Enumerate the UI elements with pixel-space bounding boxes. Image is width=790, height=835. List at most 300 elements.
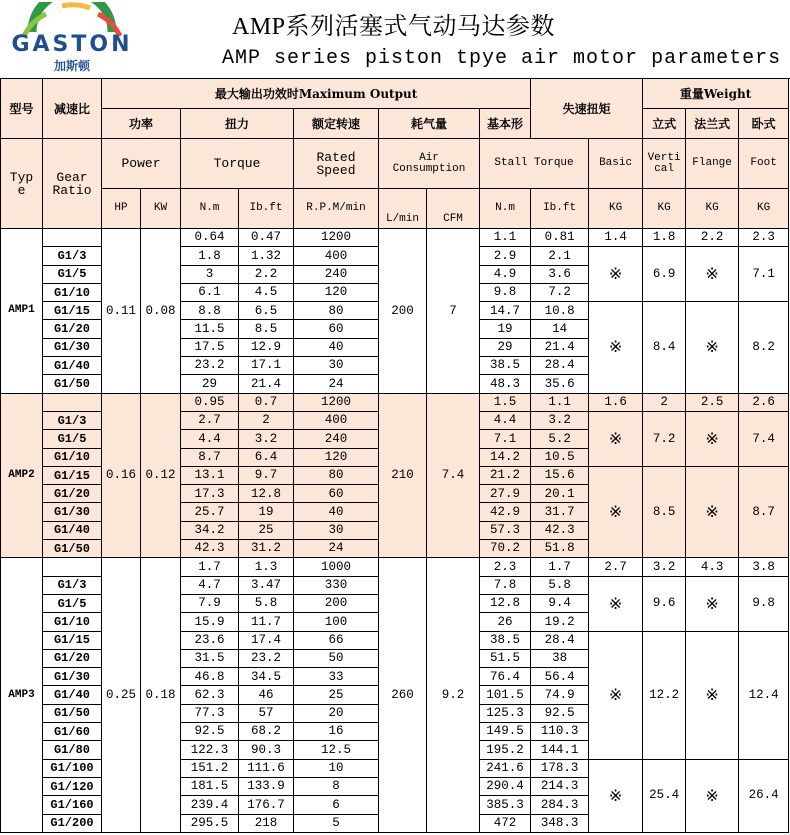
gear-ratio: G1/10	[43, 283, 102, 301]
rated-speed: 25	[294, 686, 379, 704]
gear-ratio: G1/160	[43, 796, 102, 814]
weight-vertical: 25.4	[643, 759, 686, 832]
col-power-en: Power	[102, 139, 181, 189]
gear-ratio: G1/50	[43, 704, 102, 722]
logo-text: GASTON	[11, 32, 133, 57]
torque-nm: 34.2	[181, 521, 239, 539]
col-air-en: Air Consumption	[379, 139, 480, 189]
weight-flange: ※	[686, 631, 739, 759]
weight-flange: ※	[686, 247, 739, 302]
rated-speed: 240	[294, 265, 379, 283]
stall-torque-nm: 48.3	[480, 375, 531, 393]
logo-cn-text: 加斯顿	[53, 59, 91, 73]
gear-ratio	[43, 558, 102, 576]
torque-nm: 13.1	[181, 466, 239, 484]
torque-nm: 92.5	[181, 723, 239, 741]
unit-foot-kg: KG	[739, 189, 789, 229]
rated-speed: 80	[294, 302, 379, 320]
weight-vertical: 8.5	[643, 466, 686, 557]
torque-nm: 4.7	[181, 576, 239, 594]
gear-ratio: G1/10	[43, 448, 102, 466]
stall-torque-lbft: 14	[531, 320, 589, 338]
torque-nm: 3	[181, 265, 239, 283]
weight-vertical: 2	[643, 393, 686, 411]
torque-lbft: 90.3	[239, 741, 294, 759]
unit-kw: KW	[141, 189, 181, 229]
gear-ratio: G1/50	[43, 540, 102, 558]
stall-torque-nm: 4.4	[480, 411, 531, 429]
torque-lbft: 25	[239, 521, 294, 539]
stall-torque-lbft: 51.8	[531, 540, 589, 558]
stall-torque-nm: 290.4	[480, 777, 531, 795]
stall-torque-lbft: 110.3	[531, 723, 589, 741]
weight-vertical: 12.2	[643, 631, 686, 759]
col-type-en: Typ e	[1, 139, 43, 229]
stall-torque-nm: 21.2	[480, 466, 531, 484]
air-cfm: 7	[427, 229, 480, 394]
col-ratio-cn: 减速比	[43, 79, 102, 139]
torque-lbft: 21.4	[239, 375, 294, 393]
torque-lbft: 17.4	[239, 631, 294, 649]
stall-torque-lbft: 3.2	[531, 411, 589, 429]
torque-lbft: 31.2	[239, 540, 294, 558]
torque-lbft: 2	[239, 411, 294, 429]
weight-flange: ※	[686, 302, 739, 393]
rated-speed: 20	[294, 704, 379, 722]
unit-stall-nm: N.m	[480, 189, 531, 229]
weight-basic: ※	[589, 302, 643, 393]
weight-basic: 1.6	[589, 393, 643, 411]
stall-torque-nm: 76.4	[480, 668, 531, 686]
rated-speed: 40	[294, 503, 379, 521]
weight-basic: ※	[589, 247, 643, 302]
weight-foot: 7.1	[739, 247, 789, 302]
page-title-en: AMP series piston tpye air motor parameters	[222, 47, 782, 70]
torque-nm: 25.7	[181, 503, 239, 521]
col-torque-cn: 扭力	[181, 109, 294, 139]
gear-ratio: G1/10	[43, 613, 102, 631]
col-stall-cn: 失速扭矩	[531, 79, 643, 139]
col-foot-en: Foot	[739, 139, 789, 189]
torque-lbft: 1.32	[239, 247, 294, 265]
rated-speed: 1200	[294, 393, 379, 411]
unit-stall-lbft: Ib.ft	[531, 189, 589, 229]
torque-lbft: 3.2	[239, 430, 294, 448]
stall-torque-nm: 101.5	[480, 686, 531, 704]
air-cfm: 9.2	[427, 558, 480, 832]
rated-speed: 400	[294, 247, 379, 265]
model-name: AMP1	[1, 229, 43, 394]
torque-lbft: 218	[239, 814, 294, 832]
torque-nm: 62.3	[181, 686, 239, 704]
weight-foot: 8.7	[739, 466, 789, 557]
rated-speed: 33	[294, 668, 379, 686]
rated-speed: 6	[294, 796, 379, 814]
torque-lbft: 11.7	[239, 613, 294, 631]
air-cfm: 7.4	[427, 393, 480, 558]
col-power-cn: 功率	[102, 109, 181, 139]
rated-speed: 50	[294, 649, 379, 667]
unit-lmin: L/min	[379, 189, 427, 229]
stall-torque-nm: 241.6	[480, 759, 531, 777]
gear-ratio: G1/30	[43, 668, 102, 686]
unit-nm: N.m	[181, 189, 239, 229]
stall-torque-lbft: 348.3	[531, 814, 589, 832]
torque-nm: 15.9	[181, 613, 239, 631]
stall-torque-lbft: 284.3	[531, 796, 589, 814]
torque-lbft: 68.2	[239, 723, 294, 741]
rated-speed: 30	[294, 357, 379, 375]
weight-foot: 9.8	[739, 576, 789, 631]
stall-torque-lbft: 1.1	[531, 393, 589, 411]
rated-speed: 10	[294, 759, 379, 777]
stall-torque-lbft: 38	[531, 649, 589, 667]
unit-hp: HP	[102, 189, 141, 229]
weight-foot: 2.3	[739, 229, 789, 247]
torque-nm: 77.3	[181, 704, 239, 722]
torque-lbft: 8.5	[239, 320, 294, 338]
stall-torque-nm: 472	[480, 814, 531, 832]
torque-nm: 1.7	[181, 558, 239, 576]
gear-ratio: G1/20	[43, 649, 102, 667]
weight-basic: ※	[589, 576, 643, 631]
stall-torque-lbft: 5.8	[531, 576, 589, 594]
weight-basic: ※	[589, 411, 643, 466]
torque-nm: 11.5	[181, 320, 239, 338]
torque-lbft: 34.5	[239, 668, 294, 686]
gear-ratio	[43, 229, 102, 247]
gear-ratio: G1/30	[43, 338, 102, 356]
stall-torque-nm: 26	[480, 613, 531, 631]
stall-torque-lbft: 2.1	[531, 247, 589, 265]
torque-nm: 42.3	[181, 540, 239, 558]
col-air-cn: 耗气量	[379, 109, 480, 139]
stall-torque-nm: 9.8	[480, 283, 531, 301]
col-max-output: 最大输出功效时Maximum Output	[102, 79, 531, 109]
stall-torque-nm: 57.3	[480, 521, 531, 539]
torque-nm: 7.9	[181, 594, 239, 612]
stall-torque-lbft: 92.5	[531, 704, 589, 722]
stall-torque-nm: 7.8	[480, 576, 531, 594]
torque-nm: 6.1	[181, 283, 239, 301]
stall-torque-lbft: 178.3	[531, 759, 589, 777]
weight-vertical: 9.6	[643, 576, 686, 631]
torque-lbft: 2.2	[239, 265, 294, 283]
torque-lbft: 19	[239, 503, 294, 521]
weight-vertical: 1.8	[643, 229, 686, 247]
power-kw: 0.12	[141, 393, 181, 558]
gear-ratio: G1/20	[43, 485, 102, 503]
torque-lbft: 57	[239, 704, 294, 722]
gear-ratio: G1/3	[43, 411, 102, 429]
stall-torque-nm: 42.9	[480, 503, 531, 521]
stall-torque-lbft: 1.7	[531, 558, 589, 576]
col-weight: 重量Weight	[643, 79, 789, 109]
weight-flange: 4.3	[686, 558, 739, 576]
torque-nm: 151.2	[181, 759, 239, 777]
table-header	[1, 79, 789, 229]
torque-nm: 0.64	[181, 229, 239, 247]
table-row	[1, 558, 789, 576]
torque-lbft: 46	[239, 686, 294, 704]
rated-speed: 120	[294, 283, 379, 301]
col-speed-en: Rated Speed	[294, 139, 379, 189]
weight-foot: 7.4	[739, 411, 789, 466]
col-vertical-cn: 立式	[643, 109, 686, 139]
rated-speed: 400	[294, 411, 379, 429]
stall-torque-nm: 149.5	[480, 723, 531, 741]
stall-torque-nm: 70.2	[480, 540, 531, 558]
gear-ratio: G1/20	[43, 320, 102, 338]
stall-torque-lbft: 19.2	[531, 613, 589, 631]
model-name: AMP2	[1, 393, 43, 558]
weight-foot: 3.8	[739, 558, 789, 576]
rated-speed: 16	[294, 723, 379, 741]
torque-nm: 8.8	[181, 302, 239, 320]
rated-speed: 66	[294, 631, 379, 649]
col-torque-en: Torque	[181, 139, 294, 189]
stall-torque-lbft: 28.4	[531, 631, 589, 649]
power-hp: 0.25	[102, 558, 141, 832]
stall-torque-nm: 2.9	[480, 247, 531, 265]
stall-torque-lbft: 144.1	[531, 741, 589, 759]
col-vertical-en: Verti cal	[643, 139, 686, 189]
gear-ratio: G1/15	[43, 466, 102, 484]
gear-ratio	[43, 393, 102, 411]
weight-foot: 12.4	[739, 631, 789, 759]
col-gear-en: Gear Ratio	[43, 139, 102, 229]
torque-nm: 8.7	[181, 448, 239, 466]
gear-ratio: G1/60	[43, 723, 102, 741]
stall-torque-lbft: 20.1	[531, 485, 589, 503]
power-hp: 0.16	[102, 393, 141, 558]
power-hp: 0.11	[102, 229, 141, 394]
stall-torque-nm: 125.3	[480, 704, 531, 722]
gear-ratio: G1/40	[43, 686, 102, 704]
torque-lbft: 3.47	[239, 576, 294, 594]
torque-nm: 46.8	[181, 668, 239, 686]
weight-vertical: 6.9	[643, 247, 686, 302]
gear-ratio: G1/100	[43, 759, 102, 777]
weight-vertical: 8.4	[643, 302, 686, 393]
gear-ratio: G1/3	[43, 247, 102, 265]
gear-ratio: G1/3	[43, 576, 102, 594]
stall-torque-lbft: 3.6	[531, 265, 589, 283]
torque-nm: 23.6	[181, 631, 239, 649]
torque-lbft: 0.47	[239, 229, 294, 247]
torque-nm: 23.2	[181, 357, 239, 375]
torque-nm: 1.8	[181, 247, 239, 265]
rated-speed: 1000	[294, 558, 379, 576]
torque-nm: 4.4	[181, 430, 239, 448]
stall-torque-nm: 1.5	[480, 393, 531, 411]
stall-torque-nm: 51.5	[480, 649, 531, 667]
rated-speed: 80	[294, 466, 379, 484]
power-kw: 0.08	[141, 229, 181, 394]
weight-basic: ※	[589, 759, 643, 832]
stall-torque-lbft: 35.6	[531, 375, 589, 393]
gear-ratio: G1/5	[43, 430, 102, 448]
gear-ratio: G1/15	[43, 631, 102, 649]
weight-foot: 2.6	[739, 393, 789, 411]
rated-speed: 60	[294, 485, 379, 503]
rated-speed: 330	[294, 576, 379, 594]
torque-lbft: 176.7	[239, 796, 294, 814]
weight-flange: ※	[686, 576, 739, 631]
gear-ratio: G1/15	[43, 302, 102, 320]
stall-torque-lbft: 7.2	[531, 283, 589, 301]
stall-torque-lbft: 74.9	[531, 686, 589, 704]
rated-speed: 12.5	[294, 741, 379, 759]
torque-lbft: 111.6	[239, 759, 294, 777]
stall-torque-lbft: 10.5	[531, 448, 589, 466]
unit-cfm: CFM	[427, 189, 480, 229]
torque-nm: 181.5	[181, 777, 239, 795]
torque-lbft: 4.5	[239, 283, 294, 301]
torque-lbft: 12.9	[239, 338, 294, 356]
torque-nm: 295.5	[181, 814, 239, 832]
torque-nm: 0.95	[181, 393, 239, 411]
stall-torque-lbft: 28.4	[531, 357, 589, 375]
col-flange-cn: 法兰式	[686, 109, 739, 139]
rated-speed: 30	[294, 521, 379, 539]
stall-torque-nm: 38.5	[480, 357, 531, 375]
unit-basic-kg: KG	[589, 189, 643, 229]
rated-speed: 60	[294, 320, 379, 338]
gear-ratio: G1/120	[43, 777, 102, 795]
stall-torque-lbft: 56.4	[531, 668, 589, 686]
stall-torque-nm: 1.1	[480, 229, 531, 247]
torque-lbft: 12.8	[239, 485, 294, 503]
gear-ratio: G1/5	[43, 265, 102, 283]
table-body	[1, 229, 789, 833]
weight-foot: 26.4	[739, 759, 789, 832]
torque-lbft: 6.5	[239, 302, 294, 320]
torque-lbft: 9.7	[239, 466, 294, 484]
weight-basic: ※	[589, 631, 643, 759]
stall-torque-nm: 14.7	[480, 302, 531, 320]
torque-nm: 17.5	[181, 338, 239, 356]
weight-flange: ※	[686, 466, 739, 557]
unit-lbft: Ib.ft	[239, 189, 294, 229]
power-kw: 0.18	[141, 558, 181, 832]
weight-flange: ※	[686, 411, 739, 466]
stall-torque-nm: 12.8	[480, 594, 531, 612]
gear-ratio: G1/5	[43, 594, 102, 612]
stall-torque-nm: 27.9	[480, 485, 531, 503]
stall-torque-nm: 2.3	[480, 558, 531, 576]
air-lmin: 210	[379, 393, 427, 558]
torque-nm: 29	[181, 375, 239, 393]
stall-torque-lbft: 9.4	[531, 594, 589, 612]
col-flange-en: Flange	[686, 139, 739, 189]
stall-torque-nm: 195.2	[480, 741, 531, 759]
rated-speed: 24	[294, 540, 379, 558]
torque-lbft: 1.3	[239, 558, 294, 576]
stall-torque-nm: 385.3	[480, 796, 531, 814]
torque-lbft: 5.8	[239, 594, 294, 612]
stall-torque-lbft: 0.81	[531, 229, 589, 247]
stall-torque-nm: 29	[480, 338, 531, 356]
stall-torque-lbft: 5.2	[531, 430, 589, 448]
gaston-logo	[2, 2, 142, 76]
gear-ratio: G1/200	[43, 814, 102, 832]
col-basic-cn: 基本形	[480, 109, 531, 139]
col-stall-en: Stall Torque	[480, 139, 589, 189]
torque-nm: 122.3	[181, 741, 239, 759]
stall-torque-nm: 38.5	[480, 631, 531, 649]
weight-vertical: 7.2	[643, 411, 686, 466]
torque-lbft: 0.7	[239, 393, 294, 411]
page-header	[0, 0, 790, 78]
weight-flange: ※	[686, 759, 739, 832]
table-row	[1, 393, 789, 411]
unit-vertical-kg: KG	[643, 189, 686, 229]
parameter-table	[0, 78, 789, 833]
stall-torque-lbft: 15.6	[531, 466, 589, 484]
air-lmin: 260	[379, 558, 427, 832]
gear-ratio: G1/40	[43, 521, 102, 539]
rated-speed: 40	[294, 338, 379, 356]
table-row	[1, 229, 789, 247]
rated-speed: 240	[294, 430, 379, 448]
rated-speed: 24	[294, 375, 379, 393]
unit-flange-kg: KG	[686, 189, 739, 229]
rated-speed: 8	[294, 777, 379, 795]
rated-speed: 100	[294, 613, 379, 631]
stall-torque-nm: 14.2	[480, 448, 531, 466]
rated-speed: 120	[294, 448, 379, 466]
stall-torque-nm: 19	[480, 320, 531, 338]
stall-torque-lbft: 10.8	[531, 302, 589, 320]
col-foot-cn: 卧式	[739, 109, 789, 139]
stall-torque-nm: 7.1	[480, 430, 531, 448]
weight-basic: 2.7	[589, 558, 643, 576]
torque-nm: 17.3	[181, 485, 239, 503]
stall-torque-lbft: 42.3	[531, 521, 589, 539]
weight-flange: 2.2	[686, 229, 739, 247]
unit-rpm: R.P.M/min	[294, 189, 379, 229]
stall-torque-lbft: 31.7	[531, 503, 589, 521]
col-basic-en: Basic	[589, 139, 643, 189]
model-name: AMP3	[1, 558, 43, 832]
stall-torque-lbft: 21.4	[531, 338, 589, 356]
torque-lbft: 23.2	[239, 649, 294, 667]
rated-speed: 200	[294, 594, 379, 612]
rated-speed: 1200	[294, 229, 379, 247]
col-speed-cn: 额定转速	[294, 109, 379, 139]
page-title-cn: AMP系列活塞式气动马达参数	[232, 14, 556, 40]
stall-torque-nm: 4.9	[480, 265, 531, 283]
torque-nm: 2.7	[181, 411, 239, 429]
weight-vertical: 3.2	[643, 558, 686, 576]
gear-ratio: G1/50	[43, 375, 102, 393]
gear-ratio: G1/30	[43, 503, 102, 521]
torque-nm: 239.4	[181, 796, 239, 814]
rated-speed: 5	[294, 814, 379, 832]
weight-basic: ※	[589, 466, 643, 557]
torque-lbft: 17.1	[239, 357, 294, 375]
weight-foot: 8.2	[739, 302, 789, 393]
stall-torque-lbft: 214.3	[531, 777, 589, 795]
gear-ratio: G1/40	[43, 357, 102, 375]
torque-lbft: 133.9	[239, 777, 294, 795]
weight-basic: 1.4	[589, 229, 643, 247]
gear-ratio: G1/80	[43, 741, 102, 759]
torque-lbft: 6.4	[239, 448, 294, 466]
torque-nm: 31.5	[181, 649, 239, 667]
weight-flange: 2.5	[686, 393, 739, 411]
